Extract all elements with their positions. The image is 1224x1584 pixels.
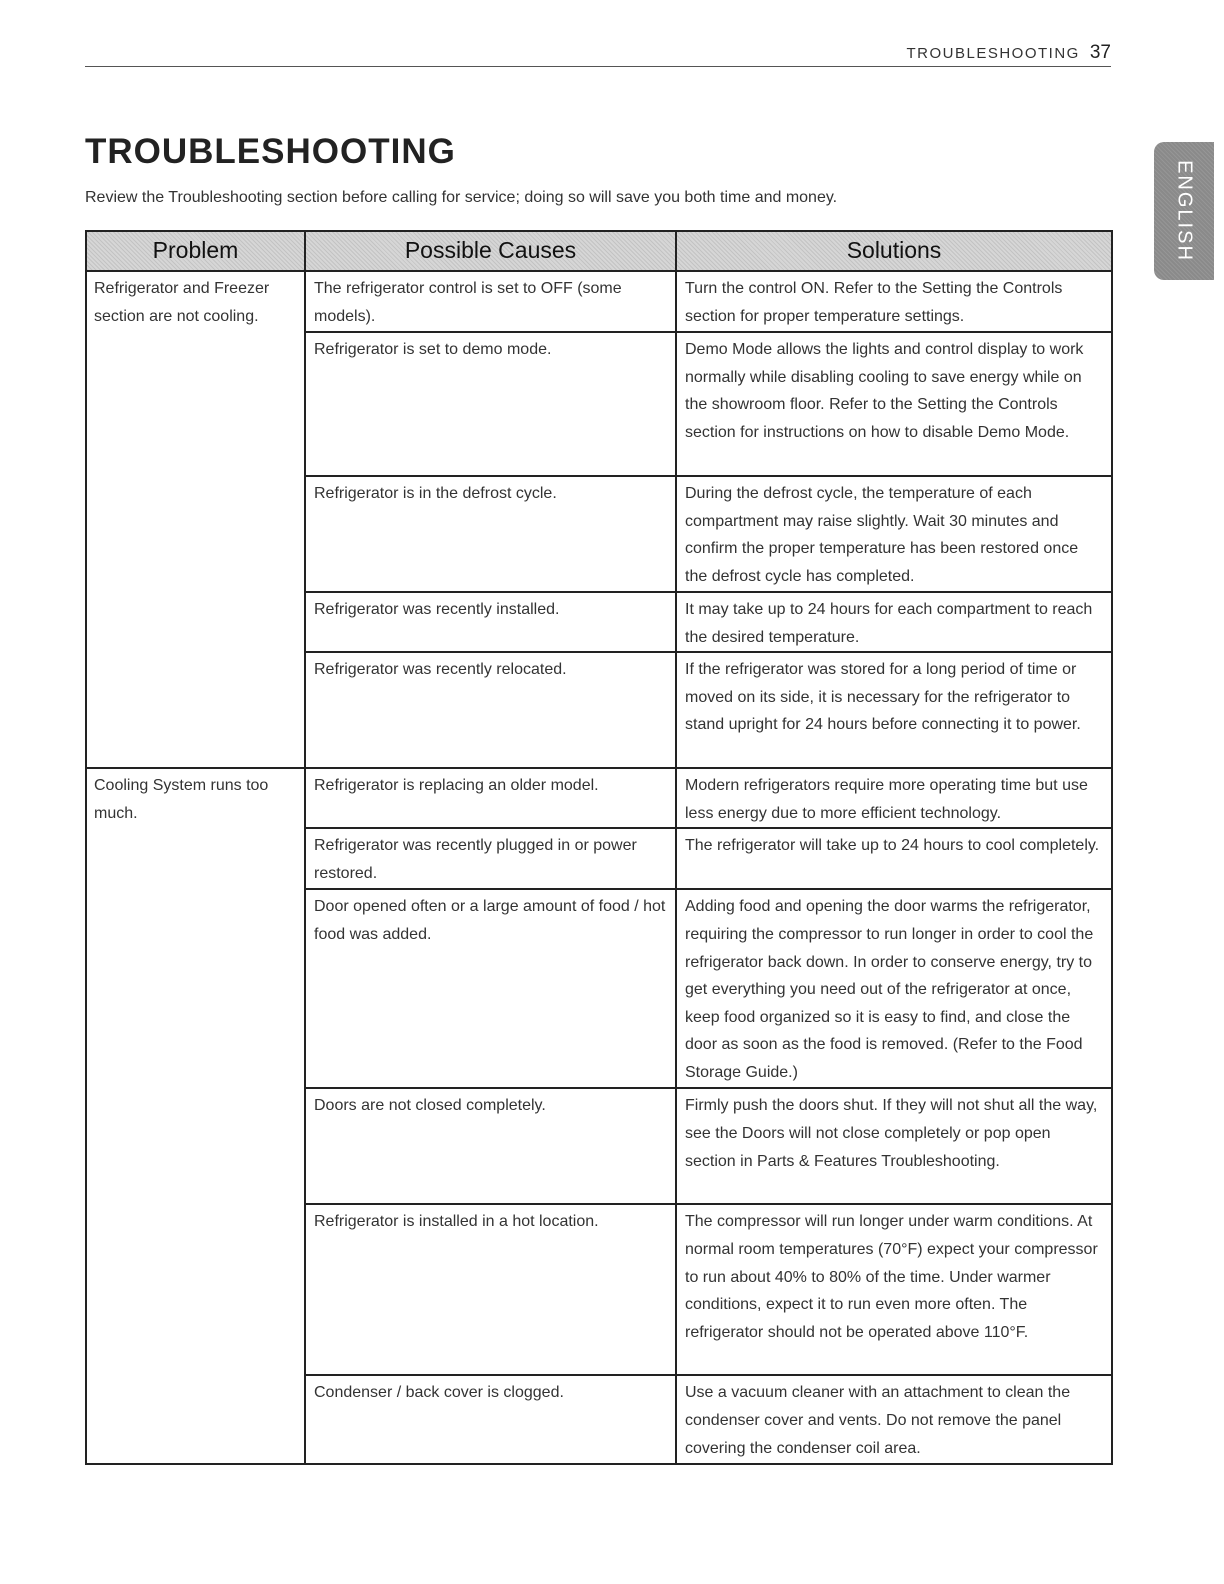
- solution-cell: Demo Mode allows the lights and control display to work normally while disabling cooling to save energy while on the showroom floor. Refer to the Setting the Controls section for instructions on how to disable Demo Mode.: [676, 332, 1112, 476]
- page-number: 37: [1089, 42, 1111, 63]
- language-side-tab-label: ENGLISH: [1173, 160, 1196, 262]
- problem-cell: Cooling System runs too much.: [86, 768, 305, 1464]
- problem-cell: Refrigerator and Freezer section are not cooling.: [86, 271, 305, 768]
- solution-cell: Modern refrigerators require more operating time but use less energy due to more efficient technology.: [676, 768, 1112, 828]
- cause-cell: The refrigerator control is set to OFF (some models).: [305, 271, 676, 332]
- table-row: [86, 271, 1112, 332]
- solution-cell: Firmly push the doors shut. If they will not shut all the way, see the Doors will not close completely or pop open section in Parts & Features Troubleshooting.: [676, 1088, 1112, 1204]
- cause-cell: Doors are not closed completely.: [305, 1088, 676, 1204]
- cause-cell: Refrigerator is replacing an older model.: [305, 768, 676, 828]
- page-title: TROUBLESHOOTING: [85, 132, 456, 171]
- header-problem: Problem: [86, 231, 305, 271]
- cause-cell: Refrigerator was recently installed.: [305, 592, 676, 652]
- solution-cell: Use a vacuum cleaner with an attachment to clean the condenser cover and vents. Do not remove the panel covering the condenser coil area.: [676, 1375, 1112, 1464]
- cause-cell: Refrigerator is set to demo mode.: [305, 332, 676, 476]
- cause-cell: Refrigerator is installed in a hot location.: [305, 1204, 676, 1375]
- solution-cell: The compressor will run longer under warm conditions. At normal room temperatures (70°F) expect your compressor to run about 40% to 80% of the time. Under warmer conditions, expect it to run even more often. The refrigerator should not be operated above 110°F.: [676, 1204, 1112, 1375]
- cause-cell: Refrigerator was recently plugged in or power restored.: [305, 828, 676, 889]
- running-header: [85, 40, 1111, 67]
- cause-cell: Refrigerator was recently relocated.: [305, 652, 676, 768]
- table-row: [86, 768, 1112, 828]
- cause-cell: Condenser / back cover is clogged.: [305, 1375, 676, 1464]
- table-header-row: [86, 231, 1112, 271]
- cause-cell: Door opened often or a large amount of food / hot food was added.: [305, 889, 676, 1088]
- solution-cell: Adding food and opening the door warms the refrigerator, requiring the compressor to run longer in order to cool the refrigerator back down. In order to conserve energy, try to get everything you need out of the refrigerator at once, keep food organized so it is easy to find, and close the door as soon as the food is removed. (Refer to the Food Storage Guide.): [676, 889, 1112, 1088]
- solution-cell: During the defrost cycle, the temperature of each compartment may raise slightly. Wait 30 minutes and confirm the proper temperature has been restored once the defrost cycle has completed.: [676, 476, 1112, 592]
- solution-cell: It may take up to 24 hours for each compartment to reach the desired temperature.: [676, 592, 1112, 652]
- cause-cell: Refrigerator is in the defrost cycle.: [305, 476, 676, 592]
- header-possible-causes: Possible Causes: [305, 231, 676, 271]
- solution-cell: If the refrigerator was stored for a long period of time or moved on its side, it is necessary for the refrigerator to stand upright for 24 hours before connecting it to power.: [676, 652, 1112, 768]
- solution-cell: Turn the control ON. Refer to the Setting the Controls section for proper temperature settings.: [676, 271, 1112, 332]
- solution-cell: The refrigerator will take up to 24 hours to cool completely.: [676, 828, 1112, 889]
- language-side-tab: [1154, 142, 1214, 280]
- header-solutions: Solutions: [676, 231, 1112, 271]
- intro-text: Review the Troubleshooting section before calling for service; doing so will save you both time and money.: [85, 189, 838, 206]
- troubleshooting-table: [85, 230, 1113, 1465]
- running-header-section: TROUBLESHOOTING: [906, 45, 1080, 62]
